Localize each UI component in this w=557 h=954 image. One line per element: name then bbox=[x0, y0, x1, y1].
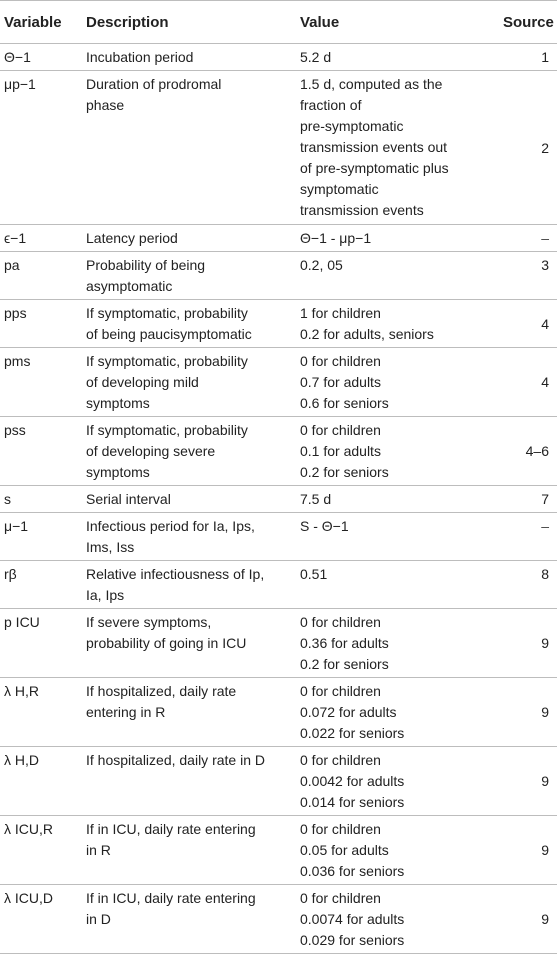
description-line: probability of going in ICU bbox=[86, 635, 247, 651]
value-line: 7.5 d bbox=[300, 491, 332, 507]
cell-value bbox=[296, 225, 499, 252]
description-line: Infectious period for Ia, Ips, bbox=[86, 518, 255, 534]
value-line: 1 for children bbox=[300, 305, 381, 321]
description-line: If symptomatic, probability bbox=[86, 305, 248, 321]
table-row bbox=[0, 348, 557, 417]
description-line: Ia, Ips bbox=[86, 587, 125, 603]
description-line: Incubation period bbox=[86, 49, 194, 65]
value-line: 0.014 for seniors bbox=[300, 794, 405, 810]
description-line: of developing severe bbox=[86, 443, 216, 459]
value-line: pre-symptomatic bbox=[300, 118, 404, 134]
cell-source: 9 bbox=[499, 609, 557, 678]
value-line: 0.6 for seniors bbox=[300, 395, 389, 411]
header-row bbox=[0, 1, 557, 44]
cell-variable: ϵ−1 bbox=[0, 225, 82, 252]
value-line: 0 for children bbox=[300, 683, 381, 699]
description-line: If hospitalized, daily rate in D bbox=[86, 752, 265, 768]
cell-description bbox=[82, 417, 296, 486]
cell-value bbox=[296, 486, 499, 513]
value-line: symptomatic bbox=[300, 181, 379, 197]
cell-value bbox=[296, 678, 499, 747]
table-row bbox=[0, 816, 557, 885]
cell-description bbox=[82, 747, 296, 816]
cell-source: 1 bbox=[499, 44, 557, 71]
value-line: fraction of bbox=[300, 97, 362, 113]
cell-variable: λ H,R bbox=[0, 678, 82, 747]
value-line: 0.036 for seniors bbox=[300, 863, 405, 879]
cell-source: 9 bbox=[499, 816, 557, 885]
value-line: 0 for children bbox=[300, 353, 381, 369]
description-line: in D bbox=[86, 911, 111, 927]
value-line: 0 for children bbox=[300, 752, 381, 768]
value-line: transmission events out bbox=[300, 139, 448, 155]
table-row bbox=[0, 486, 557, 513]
cell-value bbox=[296, 747, 499, 816]
cell-value bbox=[296, 885, 499, 954]
cell-variable: pa bbox=[0, 252, 82, 300]
cell-source: 9 bbox=[499, 747, 557, 816]
value-line: 0.05 for adults bbox=[300, 842, 389, 858]
description-line: Relative infectiousness of Ip, bbox=[86, 566, 265, 582]
cell-value bbox=[296, 44, 499, 71]
cell-variable: λ H,D bbox=[0, 747, 82, 816]
table-row bbox=[0, 252, 557, 300]
header-source: Source bbox=[499, 1, 557, 44]
cell-source: 7 bbox=[499, 486, 557, 513]
table-row bbox=[0, 44, 557, 71]
description-line: entering in R bbox=[86, 704, 166, 720]
cell-variable: μp−1 bbox=[0, 71, 82, 225]
cell-source: – bbox=[499, 513, 557, 561]
description-line: If symptomatic, probability bbox=[86, 422, 248, 438]
value-line: 0.2 for adults, seniors bbox=[300, 326, 434, 342]
cell-source: 4 bbox=[499, 300, 557, 348]
cell-value bbox=[296, 300, 499, 348]
cell-description bbox=[82, 71, 296, 225]
cell-variable: Θ−1 bbox=[0, 44, 82, 71]
cell-source: 9 bbox=[499, 678, 557, 747]
description-line: If severe symptoms, bbox=[86, 614, 212, 630]
table-body bbox=[0, 44, 557, 954]
value-line: 0.2 for seniors bbox=[300, 464, 389, 480]
value-line: 0.0042 for adults bbox=[300, 773, 405, 789]
cell-description bbox=[82, 885, 296, 954]
cell-description bbox=[82, 561, 296, 609]
cell-source: 2 bbox=[499, 71, 557, 225]
cell-description bbox=[82, 678, 296, 747]
value-line: S - Θ−1 bbox=[300, 518, 349, 534]
header-variable: Variable bbox=[0, 1, 82, 44]
cell-variable: pps bbox=[0, 300, 82, 348]
description-line: of being paucisymptomatic bbox=[86, 326, 252, 342]
description-line: If symptomatic, probability bbox=[86, 353, 248, 369]
value-line: 0 for children bbox=[300, 821, 381, 837]
cell-variable: pms bbox=[0, 348, 82, 417]
header-description: Description bbox=[82, 1, 296, 44]
table-row bbox=[0, 609, 557, 678]
description-line: If in ICU, daily rate entering bbox=[86, 821, 256, 837]
cell-value bbox=[296, 561, 499, 609]
value-line: transmission events bbox=[300, 202, 424, 218]
cell-variable: pss bbox=[0, 417, 82, 486]
cell-source: 3 bbox=[499, 252, 557, 300]
description-line: If in ICU, daily rate entering bbox=[86, 890, 256, 906]
cell-variable: λ ICU,D bbox=[0, 885, 82, 954]
cell-source: 8 bbox=[499, 561, 557, 609]
table-header bbox=[0, 1, 557, 44]
value-line: 0.36 for adults bbox=[300, 635, 389, 651]
description-line: Duration of prodromal bbox=[86, 76, 222, 92]
cell-description bbox=[82, 300, 296, 348]
table-row bbox=[0, 417, 557, 486]
table-row bbox=[0, 561, 557, 609]
description-line: Latency period bbox=[86, 230, 178, 246]
value-line: Θ−1 - μp−1 bbox=[300, 230, 372, 246]
cell-variable: rβ bbox=[0, 561, 82, 609]
value-line: of pre-symptomatic plus bbox=[300, 160, 449, 176]
cell-value bbox=[296, 71, 499, 225]
value-line: 1.5 d, computed as the bbox=[300, 76, 443, 92]
table-row bbox=[0, 513, 557, 561]
value-line: 0.2 for seniors bbox=[300, 656, 389, 672]
description-line: If hospitalized, daily rate bbox=[86, 683, 237, 699]
cell-value bbox=[296, 348, 499, 417]
cell-description bbox=[82, 225, 296, 252]
value-line: 0.022 for seniors bbox=[300, 725, 405, 741]
cell-description bbox=[82, 252, 296, 300]
cell-value bbox=[296, 816, 499, 885]
table-row bbox=[0, 885, 557, 954]
value-line: 0.072 for adults bbox=[300, 704, 397, 720]
description-line: symptoms bbox=[86, 464, 150, 480]
value-line: 0.029 for seniors bbox=[300, 932, 405, 948]
value-line: 0.7 for adults bbox=[300, 374, 381, 390]
cell-value bbox=[296, 417, 499, 486]
value-line: 0.1 for adults bbox=[300, 443, 381, 459]
description-line: Serial interval bbox=[86, 491, 171, 507]
description-line: symptoms bbox=[86, 395, 150, 411]
cell-variable: λ ICU,R bbox=[0, 816, 82, 885]
description-line: of developing mild bbox=[86, 374, 199, 390]
cell-variable: p ICU bbox=[0, 609, 82, 678]
description-line: Ims, Iss bbox=[86, 539, 135, 555]
header-value: Value bbox=[296, 1, 499, 44]
cell-value bbox=[296, 513, 499, 561]
cell-value bbox=[296, 609, 499, 678]
description-line: phase bbox=[86, 97, 125, 113]
value-line: 0.51 bbox=[300, 566, 328, 582]
table-row bbox=[0, 678, 557, 747]
value-line: 0 for children bbox=[300, 890, 381, 906]
description-line: Probability of being bbox=[86, 257, 206, 273]
value-line: 5.2 d bbox=[300, 49, 332, 65]
cell-description bbox=[82, 486, 296, 513]
cell-description bbox=[82, 609, 296, 678]
cell-variable: μ−1 bbox=[0, 513, 82, 561]
cell-source: 4–6 bbox=[499, 417, 557, 486]
cell-description bbox=[82, 513, 296, 561]
cell-source: 9 bbox=[499, 885, 557, 954]
table-row bbox=[0, 71, 557, 225]
description-line: in R bbox=[86, 842, 111, 858]
cell-source: 4 bbox=[499, 348, 557, 417]
cell-variable: s bbox=[0, 486, 82, 513]
value-line: 0 for children bbox=[300, 614, 381, 630]
value-line: 0.2, 05 bbox=[300, 257, 343, 273]
cell-value bbox=[296, 252, 499, 300]
table-row bbox=[0, 300, 557, 348]
value-line: 0.0074 for adults bbox=[300, 911, 405, 927]
cell-description bbox=[82, 44, 296, 71]
cell-description bbox=[82, 816, 296, 885]
value-line: 0 for children bbox=[300, 422, 381, 438]
cell-description bbox=[82, 348, 296, 417]
table-row bbox=[0, 747, 557, 816]
cell-source: – bbox=[499, 225, 557, 252]
table-row bbox=[0, 225, 557, 252]
description-line: asymptomatic bbox=[86, 278, 173, 294]
